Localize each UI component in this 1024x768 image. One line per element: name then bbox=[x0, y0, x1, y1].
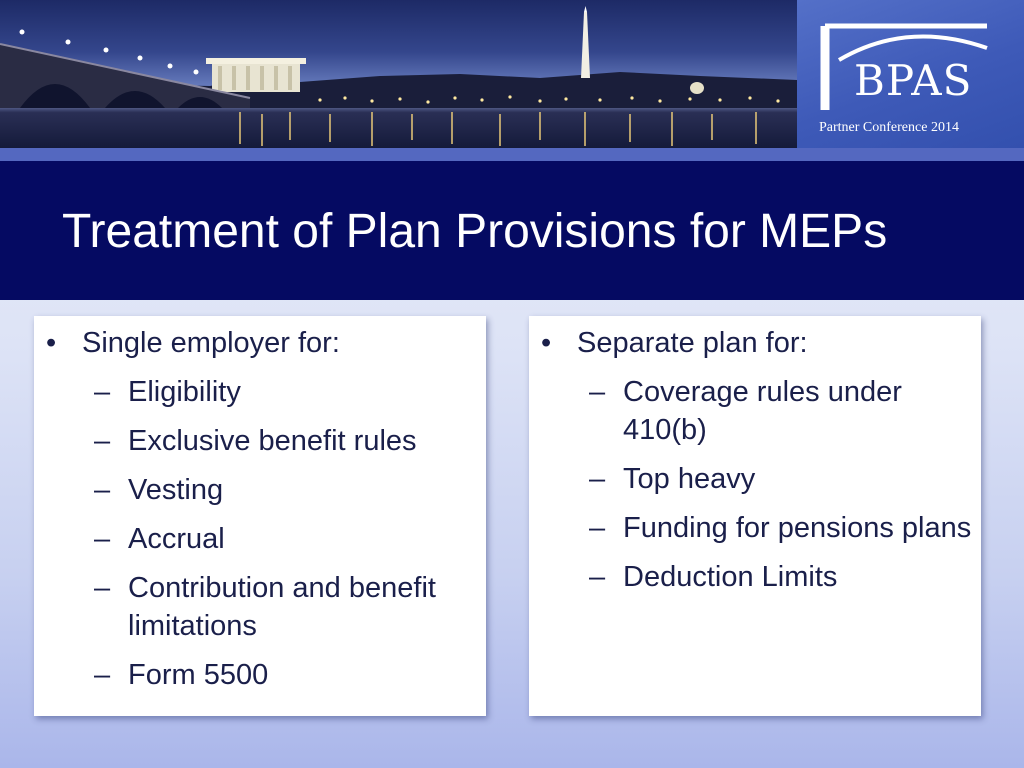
bullet-heading bbox=[34, 324, 486, 362]
sub-bullet-list bbox=[34, 373, 486, 694]
dash-marker: – bbox=[589, 463, 606, 495]
dash-marker: – bbox=[94, 474, 111, 506]
bullet-marker: • bbox=[46, 327, 57, 359]
dash-marker: – bbox=[589, 561, 606, 593]
header-banner bbox=[0, 0, 1024, 161]
list-item-text: Deduction Limits bbox=[623, 561, 838, 593]
list-item bbox=[529, 509, 981, 547]
list-item bbox=[529, 558, 981, 596]
dash-marker: – bbox=[94, 425, 111, 457]
dash-marker: – bbox=[94, 376, 111, 408]
conference-label: Partner Conference 2014 bbox=[819, 120, 959, 135]
list-item bbox=[34, 656, 486, 694]
single-employer-box bbox=[34, 316, 486, 716]
dash-marker: – bbox=[589, 376, 606, 408]
list-item-text: Top heavy bbox=[623, 463, 756, 495]
list-item-text: Form 5500 bbox=[128, 659, 269, 691]
bullet-heading bbox=[529, 324, 981, 362]
list-item-text: Exclusive benefit rules bbox=[128, 425, 417, 457]
list-item-text: Coverage rules under 410(b) bbox=[623, 376, 902, 446]
list-item bbox=[529, 373, 981, 449]
sub-bullet-list bbox=[529, 373, 981, 596]
slide-title: Treatment of Plan Provisions for MEPs bbox=[62, 205, 888, 258]
list-item bbox=[34, 471, 486, 509]
list-item bbox=[34, 422, 486, 460]
list-item-text: Eligibility bbox=[128, 376, 241, 408]
list-item-text: Funding for pensions plans bbox=[623, 512, 972, 544]
list-item bbox=[34, 373, 486, 411]
dash-marker: – bbox=[94, 572, 111, 604]
heading-text: Single employer for: bbox=[82, 327, 340, 359]
list-item bbox=[34, 520, 486, 558]
city-skyline-photo bbox=[0, 0, 797, 148]
list-item-text: Contribution and benefit limitations bbox=[128, 572, 436, 642]
list-item bbox=[34, 569, 486, 645]
dash-marker: – bbox=[589, 512, 606, 544]
title-band bbox=[0, 161, 1024, 300]
company-logo: BPAS bbox=[854, 56, 973, 105]
list-item bbox=[529, 460, 981, 498]
heading-text: Separate plan for: bbox=[577, 327, 808, 359]
list-item-text: Vesting bbox=[128, 474, 224, 506]
bullet-marker: • bbox=[541, 327, 552, 359]
separate-plan-box bbox=[529, 316, 981, 716]
header-divider bbox=[0, 148, 1024, 161]
logo-panel bbox=[797, 0, 1024, 148]
dash-marker: – bbox=[94, 659, 111, 691]
skyline-illustration bbox=[0, 0, 797, 148]
dash-marker: – bbox=[94, 523, 111, 555]
list-item-text: Accrual bbox=[128, 523, 225, 555]
